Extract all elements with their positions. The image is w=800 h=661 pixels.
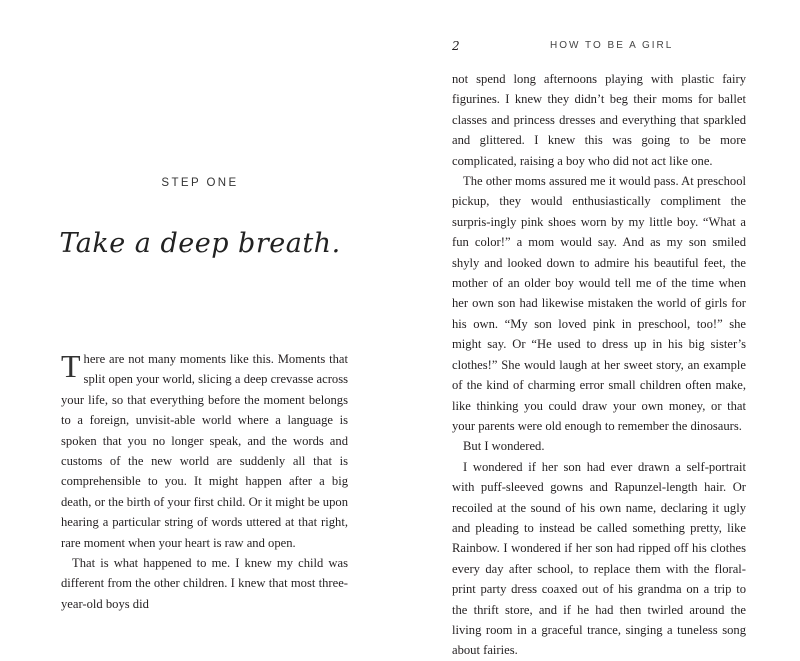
paragraph: I wondered if her son had ever drawn a self-portrait with puff-sleeved gowns and Rapunzel-length hair. Or recoiled at the sound of his own name, declaring it ugly and pleading to instead be called something pretty, like Rainbow. I wondered if her son had ripped off his clothes every day after school, to replace them with the floral-print party dress coaxed out of his grandma on a trip to the thrift store, and if he had then twirled around the living room in a graceful trance, singing a tuneless song about fairies. [452, 459, 746, 658]
paragraph-text: here are not many moments like this. Moments that split open your world, slicing a deep crevasse across your life, so that everything before the moment belongs to a foreign, unvisit-able world where a language is spoken that you no longer speak, and the words and customs of the new world are suddenly all that is comprehensible to you. It might happen after a big death, or the birth of your first child. Or it might be upon hearing a particular string of words uttered at that right, rare moment when your heart is raw and open. [61, 352, 348, 550]
right-body-text [452, 69, 746, 661]
left-page [0, 0, 400, 611]
book-title: HOW TO BE A GIRL [550, 40, 674, 51]
paragraph: not spend long afternoons playing with plastic fairy figurines. I knew they didn’t beg their moms for ballet classes and princess dresses and everything that sparkled and glittered. I knew this was going to be more complicated, raising a boy who did not act like one. [452, 72, 746, 168]
paragraph: That is what happened to me. I knew my child was different from the other children. I knew that most three-year-old boys did [61, 556, 348, 611]
paragraph: But I wondered. [463, 439, 545, 454]
drop-cap: T [61, 348, 81, 384]
paragraph: The other moms assured me it would pass. At preschool pickup, they would enthusiastically compliment the surpris-ingly pink shoes worn by my little boy. “What a fun color!” a mom would say. And as my son smiled shyly and looked down to admire his beautiful feet, the mother of an older boy would tell me of the time when her own son had likewise mistaken the world of girls for his own. “My son loved pink in preschool, too!” she might say. Or “He used to dress up in his big sister’s clothes!” She would laugh at her sweet story, an example of the kind of charming error small children often make, like thinking you could draw your own money, or that your parents were old enough to remember the dinosaurs. [452, 174, 746, 433]
page-number: 2 [452, 39, 460, 53]
paragraph [61, 349, 348, 553]
left-body-text [61, 349, 348, 614]
chapter-title: Take a deep breath. [59, 228, 341, 259]
step-label: STEP ONE [161, 177, 239, 189]
